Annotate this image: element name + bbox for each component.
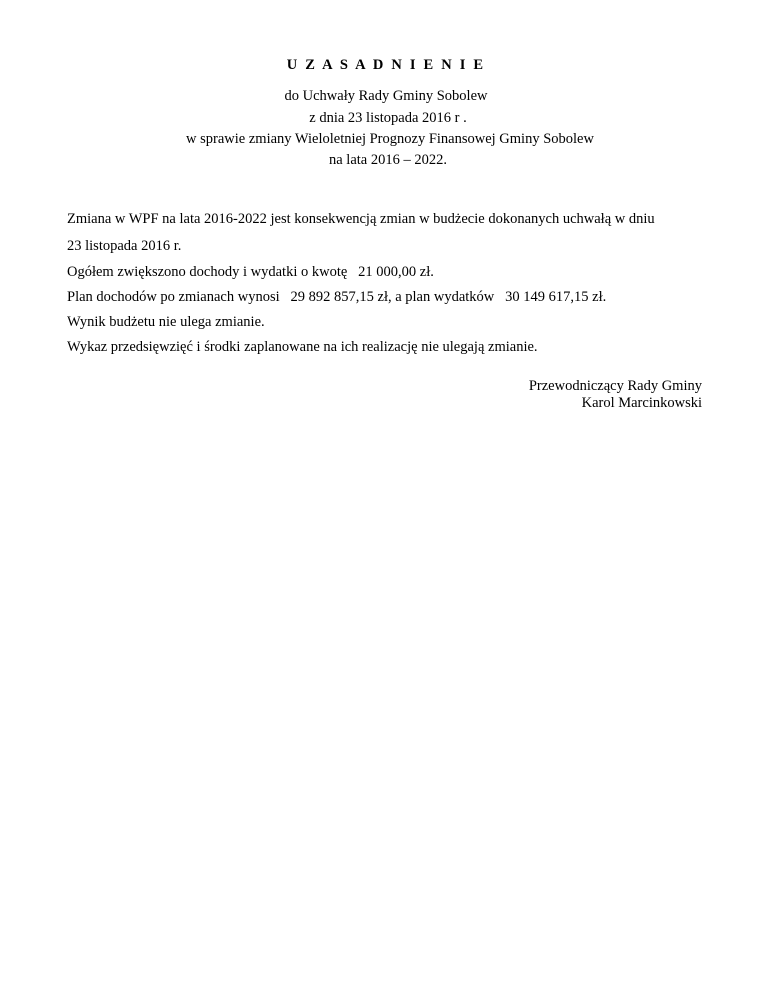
resolution-period: na lata 2016 – 2022. (329, 152, 447, 168)
paragraph-projects: Wykaz przedsięwzięć i środki zaplanowane na ich realizację nie ulegają zmianie. (67, 339, 538, 355)
document-title: U Z A S A D N I E N I E (286, 57, 486, 73)
paragraph-result: Wynik budżetu nie ulega zmianie. (67, 314, 265, 330)
signature-role: Przewodniczący Rady Gminy (528, 378, 702, 394)
paragraph-plan: Plan dochodów po zmianach wynosi 29 892 857,15 zł, a plan wydatków 30 149 617,15 zł. (67, 289, 607, 305)
paragraph-change-line1: Zmiana w WPF na lata 2016-2022 jest konsekwencją zmian w budżecie dokonanych uchwałą w dniu (67, 211, 655, 227)
paragraph-change-line2: 23 listopada 2016 r. (67, 238, 182, 254)
signature-name: Karol Marcinkowski (581, 395, 702, 411)
paragraph-increase: Ogółem zwiększono dochody i wydatki o kwotę 21 000,00 zł. (67, 264, 434, 280)
resolution-reference: do Uchwały Rady Gminy Sobolew (284, 88, 488, 104)
resolution-subject: w sprawie zmiany Wieloletniej Prognozy Finansowej Gminy Sobolew (186, 131, 594, 147)
resolution-date: z dnia 23 listopada 2016 r . (309, 110, 467, 126)
